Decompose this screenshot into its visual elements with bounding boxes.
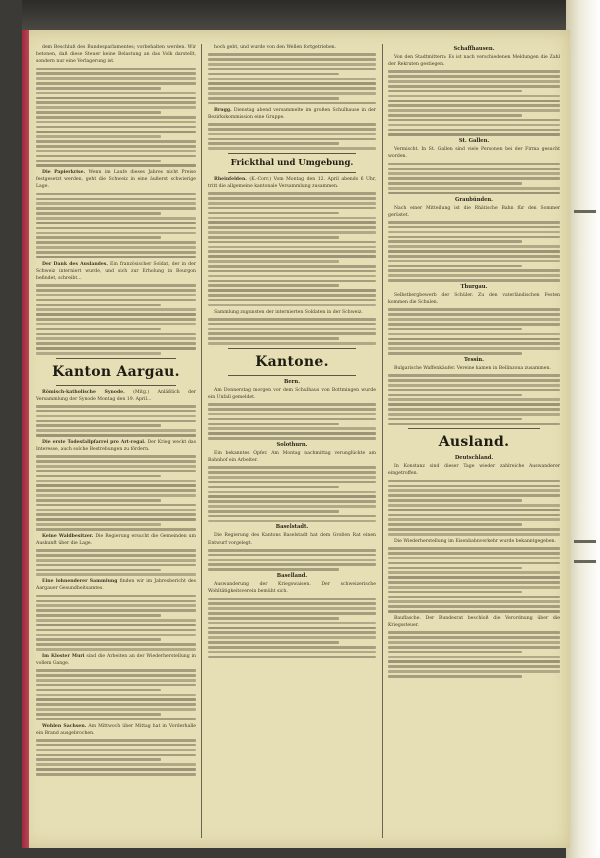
body-text xyxy=(208,549,376,571)
column-right xyxy=(388,44,560,838)
subsection-heading: Baselstadt. xyxy=(275,524,309,531)
paragraph-text: Selbstbergbewerb der Schüler. Zu den vaterländischen Festen kommen die Schulen. xyxy=(388,293,560,306)
paragraph-text: Wenn im Laufe dieses Jahres nicht Preise festgesetzt werden, geht die Schweiz in eine äußerst schwierige Lage. xyxy=(36,170,196,190)
body-text xyxy=(36,455,196,530)
subsection-heading: Thurgau. xyxy=(460,284,488,290)
paragraph-text: Die Regierung ersucht die Gemeinden um Auskunft über die Lage. xyxy=(36,533,196,546)
body-text xyxy=(36,68,196,167)
divider xyxy=(228,172,356,173)
paragraph-text: Nach einer Mitteilung ist die Rhätische Bahn für den Sommer gerüstet. xyxy=(388,205,560,218)
paragraph-lead: Römisch-katholische Synode. xyxy=(42,389,125,395)
paragraph-text: sind die Arbeiten an der Wiederherstellung in vollem Gange. xyxy=(36,653,196,666)
book-spine xyxy=(22,30,29,848)
body-text xyxy=(208,53,376,104)
subsection-heading: Schaffhausen. xyxy=(453,46,495,52)
body-text xyxy=(36,739,196,776)
column-rule xyxy=(201,44,202,838)
body-text xyxy=(388,308,560,354)
paragraph-lead: Rheinfelden. xyxy=(214,176,247,182)
adjacent-text-mark xyxy=(574,540,596,543)
body-text xyxy=(388,163,560,195)
section-heading: Kantone. xyxy=(255,353,329,370)
divider xyxy=(228,375,356,376)
divider xyxy=(408,428,540,429)
paragraph-lead: Brugg. xyxy=(214,107,232,113)
book-top-edge xyxy=(22,0,570,30)
divider xyxy=(56,385,176,386)
divider xyxy=(228,153,356,154)
paragraph-lead: Der Dank des Auslandes. xyxy=(42,261,108,267)
adjacent-text-mark xyxy=(574,560,596,563)
body-text xyxy=(388,70,560,136)
subsection-heading: Solothurn. xyxy=(276,441,308,448)
paragraph-text: Am Mittwoch über Mittag hat in Vorderhalle ein Brand ausgebrochen. xyxy=(36,723,196,736)
adjacent-page-edge xyxy=(566,0,600,858)
paragraph-text: Bauflasche. Der Bundesrat beschloß die Verordnung über die Kriegssteuer. xyxy=(388,615,560,629)
divider xyxy=(56,358,176,359)
paragraph-text: hoch gebt, und wurde von den Wellen fortgetrieben. xyxy=(214,45,337,50)
body-text xyxy=(36,669,196,720)
adjacent-text-mark xyxy=(574,210,596,213)
subsection-heading: Deutschland. xyxy=(454,455,494,462)
body-text xyxy=(36,595,196,651)
body-text xyxy=(208,123,376,150)
paragraph-text: Dienstag abend versammelte im großen Schulhause in der Bezirkskommission eine Gruppe. xyxy=(208,107,376,120)
body-text xyxy=(36,405,196,437)
subsection-heading: Bern. xyxy=(284,378,300,385)
paragraph-text: Vermischt. In St. Gallen sind viele Personen bei der Firma gesucht worden. xyxy=(388,147,560,160)
body-text xyxy=(388,221,560,282)
section-heading: Ausland. xyxy=(438,434,510,451)
paragraph-text: finden wir im Jahresbericht des Aargauer Gesundheitsamtes. xyxy=(36,579,196,592)
paragraph-lead: Im Kloster Muri xyxy=(42,653,85,659)
paragraph-text: Am Donnerstag morgen vor dem Schulhaus von Bottmingen wurde ein Unfall gemeldet. xyxy=(208,387,376,400)
paragraph-text: (Mitg.) Anläßlich der Versammlung der Synode Montag den 19. April... xyxy=(36,389,196,402)
subsection-heading: Baselland. xyxy=(276,573,308,580)
subsection-heading: Graubünden. xyxy=(455,196,493,203)
body-text xyxy=(208,192,376,306)
paragraph-text: Die Wiederherstellung im Eisenbahnverkehr wurde bekanntgegeben. xyxy=(394,538,556,544)
body-text xyxy=(208,466,376,522)
body-text xyxy=(388,631,560,677)
body-text xyxy=(388,547,560,613)
body-text xyxy=(388,374,560,425)
paragraph-text: Die Regierung des Kantons Baselstadt hat dem Großen Rat einen Entwurf vorgelegt. xyxy=(208,533,376,546)
column-rule xyxy=(382,44,383,838)
paragraph-text: Bulgarische Waffenkäufer. Vereine kamen in Bellinzona zusammen. xyxy=(394,365,551,371)
subsection-heading: St. Gallen. xyxy=(458,138,490,145)
body-text xyxy=(36,284,196,354)
body-text xyxy=(36,549,196,576)
paragraph-lead: Die erste Todesfallpfarrei pro Art-regal. xyxy=(42,439,146,445)
paragraph-lead: Wohlen Sachsen. xyxy=(42,723,87,729)
column-left xyxy=(36,44,196,838)
paragraph-text: Sammlung zugunsten der internierten Soldaten in der Schweiz. xyxy=(214,309,363,315)
column-middle xyxy=(208,44,376,838)
body-text xyxy=(388,480,560,536)
body-text xyxy=(208,598,376,659)
section-heading: Kanton Aargau. xyxy=(52,363,180,380)
paragraph-text: Der Krieg weckt das Interesse, auch solche Bestrebungen zu fördern. xyxy=(36,439,196,452)
paragraph-lead: Keine Waldbesitzer. xyxy=(42,533,94,539)
paragraph-text: (K.-Corr.) Vom Montag den 12. April abends 6 Uhr, tritt die allgemeine kantonale Versammlung zusammen. xyxy=(208,176,376,189)
paragraph-text: In Konstanz sind dieser Tage wieder zahlreiche Auswanderer eingetroffen. xyxy=(388,464,560,477)
paragraph-text: Ein bekanntes Opfer. Am Montag nachmittag verunglückte am Bahnhof ein Arbeiter. xyxy=(208,450,376,463)
subsection-heading: Tessin. xyxy=(464,356,484,363)
body-text xyxy=(36,193,196,259)
subsection-heading: Frickthal und Umgebung. xyxy=(230,157,354,168)
body-text xyxy=(208,318,376,345)
paragraph-lead: Die Papierkrise. xyxy=(42,170,86,176)
newspaper-page xyxy=(22,30,570,848)
paragraph-text: Von den Stadtmittern: Es ist nach verschiedenen Meldungen die Zahl der Rekruten gestiegen. xyxy=(388,55,560,68)
paragraph-text: Ein französischer Soldat, der in der Schweiz interniert wurde, und sich zur Erholung in Bourgon befindet, schreibt... xyxy=(36,261,196,281)
intro-paragraph: dem Beschluß des Bundesparlamentes; vorbehalten werden. Wir betonen, daß diese Steuer keine Belastung an das Volk darstellt, sondern nur eine Verlagerung ist. xyxy=(36,45,196,65)
body-text xyxy=(208,403,376,440)
paragraph-lead: Eine lohnenderer Sammlung xyxy=(42,579,118,585)
divider xyxy=(228,348,356,349)
paragraph-text: Auswanderung der Kriegswaisen. Der schweizerische Wohltätigkeitsverein bemüht sich. xyxy=(208,582,376,595)
